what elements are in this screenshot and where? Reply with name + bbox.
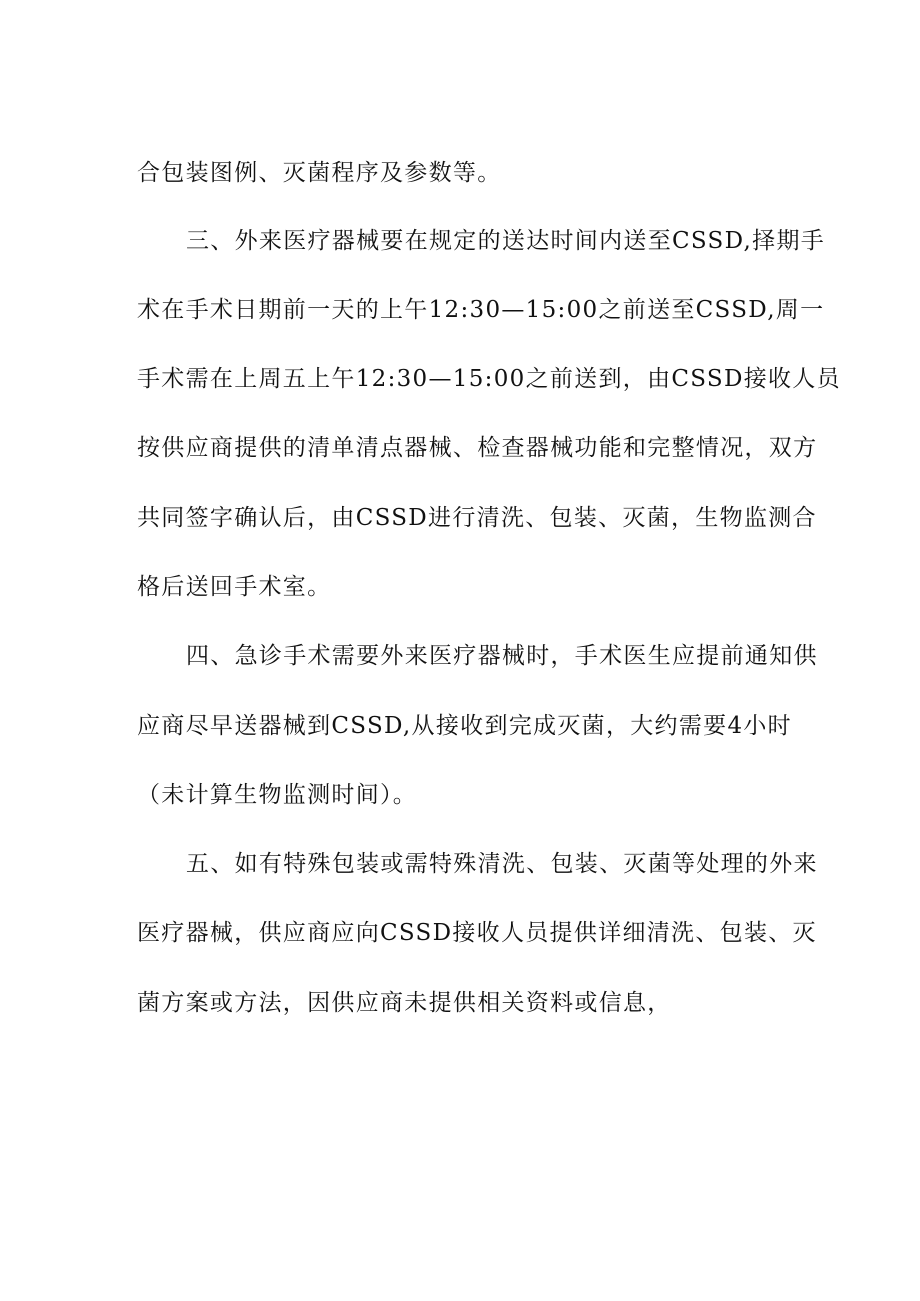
paragraph-4-line-3: 菌方案或方法，因供应商未提供相关资料或信息，	[137, 990, 672, 1016]
paragraph-4-line-2: 医疗器械，供应商应向CSSD接收人员提供详细清洗、包装、灭	[137, 920, 817, 946]
paragraph-1-line-1: 合包装图例、灭菌程序及参数等。	[137, 160, 502, 186]
paragraph-2-line-2: 术在手术日期前一天的上午12:30—15:00之前送至CSSD,周一	[137, 297, 825, 323]
paragraph-2-line-1: 三、外来医疗器械要在规定的送达时间内送至CSSD,择期手	[186, 228, 826, 254]
paragraph-2-line-4: 按供应商提供的清单清点器械、检查器械功能和完整情况，双方	[137, 435, 818, 461]
paragraph-2-line-5: 共同签字确认后，由CSSD进行清洗、包装、灭菌，生物监测合	[137, 505, 817, 531]
paragraph-4-line-1: 五、如有特殊包装或需特殊清洗、包装、灭菌等处理的外来	[186, 851, 818, 877]
paragraph-2-line-3: 手术需在上周五上午12:30—15:00之前送到，由CSSD接收人员	[137, 366, 841, 392]
paragraph-2-line-6: 格后送回手术室。	[137, 574, 332, 600]
paragraph-3-line-3: （未计算生物监测时间）。	[137, 782, 418, 808]
paragraph-3-line-2: 应商尽早送器械到CSSD,从接收到完成灭菌，大约需要4小时	[137, 713, 792, 739]
paragraph-3-line-1: 四、急诊手术需要外来医疗器械时，手术医生应提前通知供	[186, 643, 818, 669]
